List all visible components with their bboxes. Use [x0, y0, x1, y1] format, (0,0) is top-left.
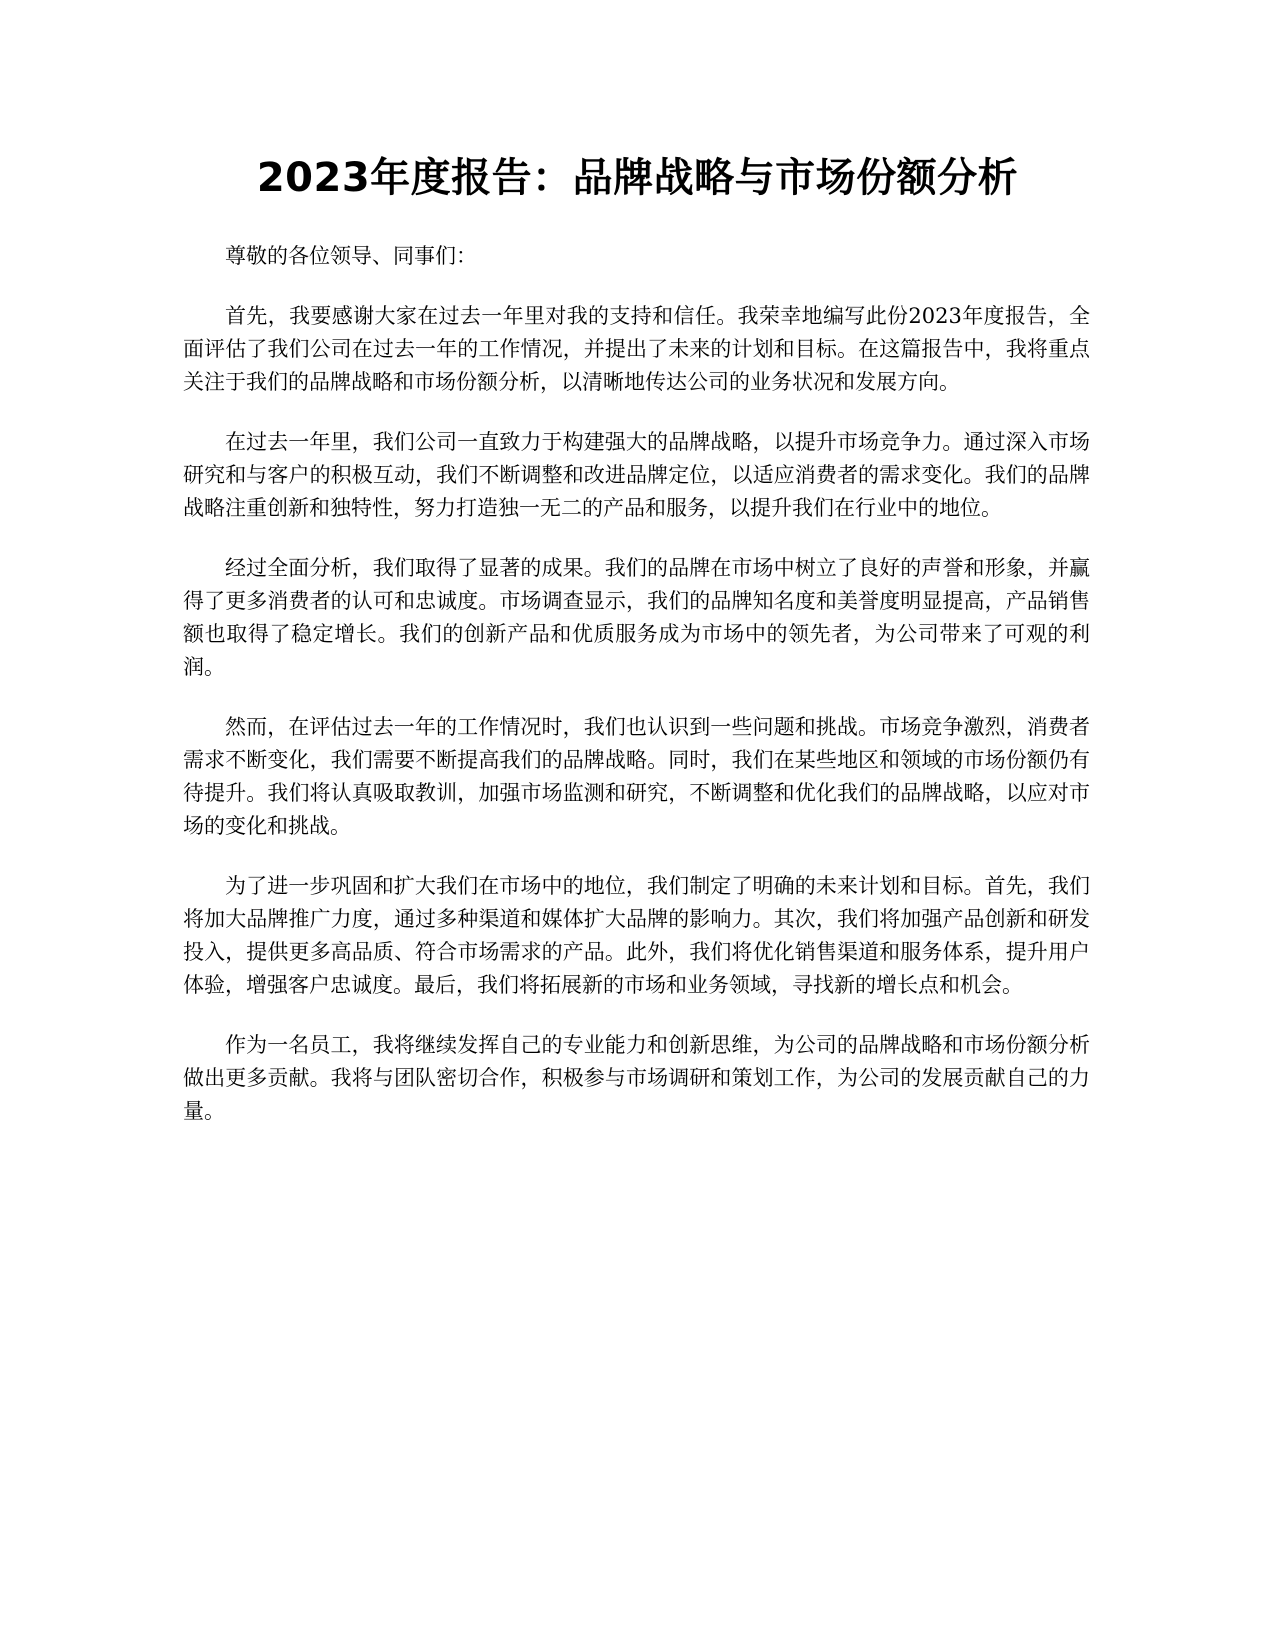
brand-strategy-paragraph: 在过去一年里，我们公司一直致力于构建强大的品牌战略，以提升市场竞争力。通过深入市场研究和与客户的积极互动，我们不断调整和改进品牌定位，以适应消费者的需求变化。我们的品牌战略注重创新和独特性，努力打造独一无二的产品和服务，以提升我们在行业中的地位。 [183, 430, 1090, 520]
salutation-paragraph: 尊敬的各位领导、同事们： [225, 244, 477, 268]
document-title: 2023年度报告：品牌战略与市场份额分析 [256, 155, 1019, 201]
results-paragraph: 经过全面分析，我们取得了显著的成果。我们的品牌在市场中树立了良好的声誉和形象，并赢得了更多消费者的认可和忠诚度。市场调查显示，我们的品牌知名度和美誉度明显提高，产品销售额也取得了稳定增长。我们的创新产品和优质服务成为市场中的领先者，为公司带来了可观的利润。 [183, 556, 1090, 679]
future-plans-paragraph: 为了进一步巩固和扩大我们在市场中的地位，我们制定了明确的未来计划和目标。首先，我们将加大品牌推广力度，通过多种渠道和媒体扩大品牌的影响力。其次，我们将加强产品创新和研发投入，提供更多高品质、符合市场需求的产品。此外，我们将优化销售渠道和服务体系，提升用户体验，增强客户忠诚度。最后，我们将拓展新的市场和业务领域，寻找新的增长点和机会。 [183, 874, 1090, 997]
closing-paragraph: 作为一名员工，我将继续发挥自己的专业能力和创新思维，为公司的品牌战略和市场份额分析做出更多贡献。我将与团队密切合作，积极参与市场调研和策划工作，为公司的发展贡献自己的力量。 [183, 1033, 1090, 1123]
intro-paragraph: 首先，我要感谢大家在过去一年里对我的支持和信任。我荣幸地编写此份2023年度报告，全面评估了我们公司在过去一年的工作情况，并提出了未来的计划和目标。在这篇报告中，我将重点关注于我们的品牌战略和市场份额分析，以清晰地传达公司的业务状况和发展方向。 [183, 304, 1090, 394]
document-body [183, 240, 1090, 1155]
challenges-paragraph: 然而，在评估过去一年的工作情况时，我们也认识到一些问题和挑战。市场竞争激烈，消费者需求不断变化，我们需要不断提高我们的品牌战略。同时，我们在某些地区和领域的市场份额仍有待提升。我们将认真吸取教训，加强市场监测和研究，不断调整和优化我们的品牌战略，以应对市场的变化和挑战。 [183, 715, 1090, 838]
